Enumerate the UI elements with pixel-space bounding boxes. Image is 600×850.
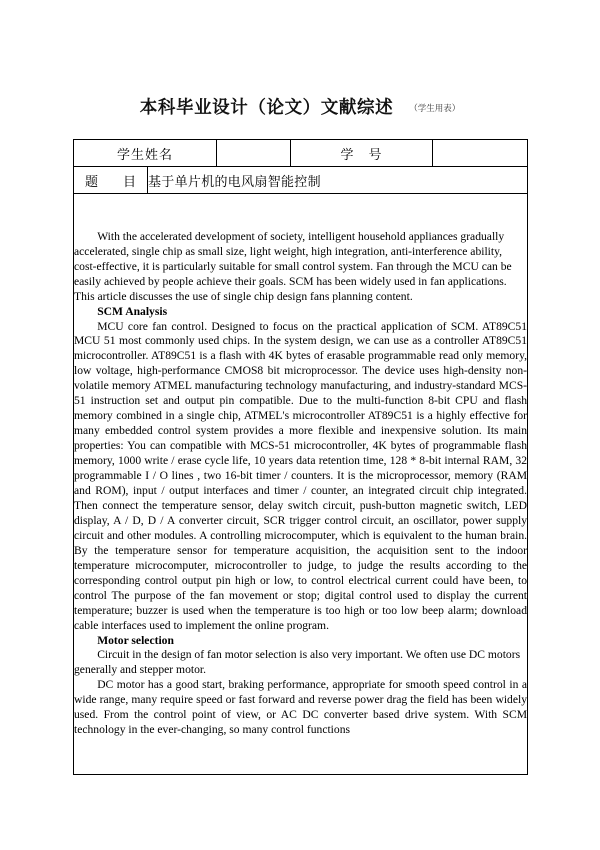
student-name-label: 学生姓名 — [74, 140, 217, 167]
section-heading: SCM Analysis — [97, 304, 168, 318]
info-table — [73, 139, 528, 775]
student-name-value[interactable] — [217, 140, 291, 167]
table-row-subject — [74, 167, 528, 194]
content-cell — [74, 194, 528, 775]
body-paragraph: Circuit in the design of fan motor selection is also very important. We often use DC motors generally and stepper motor. — [74, 648, 521, 677]
body-paragraph: With the accelerated development of society, intelligent household appliances gradually accelerated, single chip as small size, light weight, high integration, anti-interference ability, cost-effective, it is particularly suitable for small control system. Fan through the MCU can be easily achieved by people achieve their goals. SCM has been widely used in fan applications. This article discusses the use of single chip design fans planning content. — [74, 229, 512, 303]
subject-value[interactable]: 基于单片机的电风扇智能控制 — [148, 167, 528, 194]
student-id-value[interactable] — [433, 140, 528, 167]
section-heading: Motor selection — [97, 633, 174, 647]
page-title-note: （学生用表） — [409, 103, 461, 113]
body-text — [74, 230, 527, 738]
document-header — [73, 98, 527, 117]
student-id-label: 学 号 — [291, 140, 433, 167]
table-row-content — [74, 194, 528, 775]
table-row-student — [74, 140, 528, 167]
body-paragraph: DC motor has a good start, braking performance, appropriate for smooth speed control in a wide range, many require speed or fast forward and reverse power drag the field has been widely used. From the control point of view, or AC DC converter based drive system. With SCM technology in the ever-changing, so many control functions — [74, 678, 528, 737]
page-title: 本科毕业设计（论文）文献综述 — [139, 97, 394, 117]
subject-label: 题 目 — [74, 167, 148, 194]
body-paragraph: MCU core fan control. Designed to focus on the practical application of SCM. AT89C51 MCU 51 most commonly used chips. In the system design, we can use as a controller AT89C51 microcontroller. AT89C51 is a flash with 4K bytes of erasable programmable read only memory, low voltage, high-performance CMOS8 bit microprocessor. The device uses high-density non-volatile memory ATMEL manufacturing technology manufacturing, and industry-standard MCS-51 instruction set and output pin compatible. Due to the multi-function 8-bit CPU and flash memory combined in a single chip, ATMEL's microcontroller AT89C51 is a highly effective for many embedded control system provides a more flexible and inexpensive solution. Its main properties: You can compatible with MCS-51 microcontroller, 4K bytes of programmable flash memory, 1000 write / erase cycle life, 10 years data retention time, 128 * 8-bit internal RAM, 32 programmable I / O lines , two 16-bit timer / counters. It is the microprocessor, memory (RAM and ROM), input / output interfaces and timer / counter, an integrated circuit chip integrated. Then connect the temperature sensor, delay switch circuit, push-button magnetic switch, LED display, A / D, D / A converter circuit, SCR trigger control circuit, an oscillator, power supply circuit and other modules. A controlling microcomputer, which is equivalent to the human brain. By the temperature sensor for temperature acquisition, the acquisition sent to the indoor temperature microcomputer, microcontroller to judge, to judge the results according to the corresponding control output pin high or low, to control electrical current could have been, to control The purpose of the fan movement or stop; digital control used to display the current temperature; buzzer is used when the temperature is too high or too low beep alarm; download cable interfaces used to implement the online program. — [74, 319, 528, 632]
